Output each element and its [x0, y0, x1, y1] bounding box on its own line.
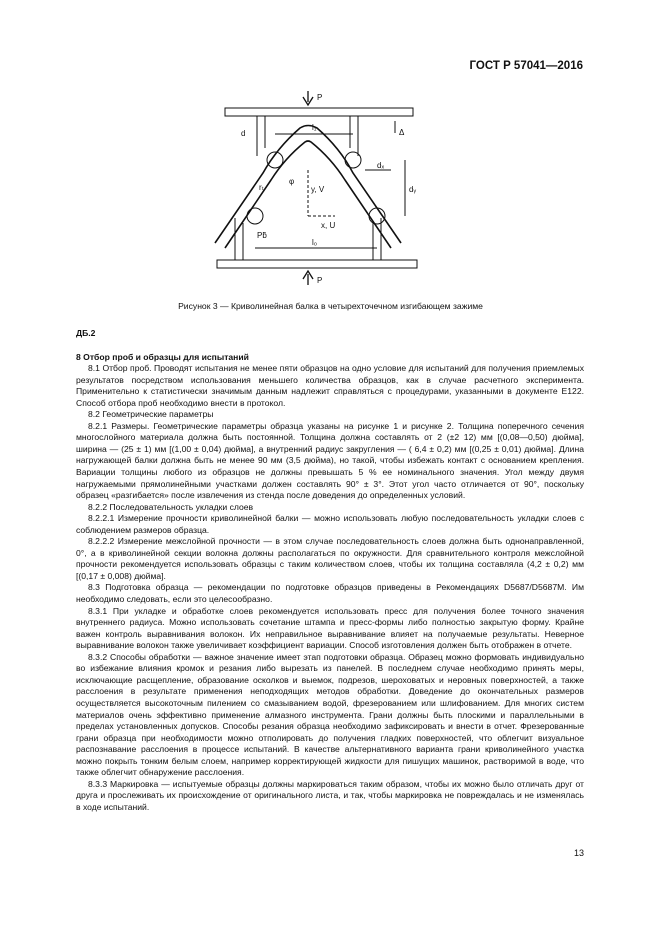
- document-header: ГОСТ Р 57041—2016: [469, 60, 583, 72]
- paragraph: 8.1 Отбор проб. Проводят испытания не менее пяти образцов на одно условие для испытаний для получения приемлемых результатов посредством использования меньшего количества образцов, как в случае расчетного эксперимента. Применительно к статистически значимым данным надлежит справляться с процедурами, указанными в документе E122. Способ отбора проб необходимо внести в протокол.: [76, 363, 584, 408]
- rt-label: rₜ: [259, 183, 265, 192]
- load-label-top: P: [317, 93, 323, 102]
- curved-beam-diagram: [205, 88, 430, 288]
- appendix-heading: ДБ.2: [76, 328, 96, 338]
- delta-label: Δ: [399, 128, 405, 137]
- figure-caption: Рисунок 3 — Криволинейная балка в четырехточечном изгибающем зажиме: [178, 301, 483, 311]
- yv-axis-label: y, V: [311, 185, 325, 194]
- paragraph: 8.2.1 Размеры. Геометрические параметры образца указаны на рисунке 1 и рисунке 2. Толщина поперечного сечения многослойного материала должна быть постоянной. Толщина должна составлять от 2 (±2 12) мм [(0,08—0,50) дюйма], ширина — (25 ± 1) мм [(1,00 ± 0,04) дюйма], а внутренний радиус закругления — ( 6,4 ± 0,2) мм [(0,25 ± 0,01) дюйма]. Длина нагружающей балки должна быть не менее 90 мм (3,5 дюйма), но такой, чтобы избежать контакт с основанием крепления. Вариации толщины любого из образцов не должны превышать 5 % ее номинального значения. Угол между двумя нагружаемыми прямолинейными участками должен составлять 90° ± 3°. Этот угол часто отличается от 90°, поскольку образец «разгибается» после извлечения из стенда после доведения до определенных условий.: [76, 420, 584, 501]
- paragraph: 8.3 Подготовка образца — рекомендации по подготовке образцов приведены в Рекомендациях D5687/D5687M. Им необходимо следовать, если это целесообразно.: [76, 582, 584, 605]
- paragraph: 8.3.3 Маркировка — испытуемые образцы должны маркироваться таким образом, чтобы их можно было отличать друг от друга и прослеживать их происхождение от оригинального листа, и так, чтобы маркировка не повреждалась и не изменялась в ходе испытаний.: [76, 778, 584, 812]
- paragraph: 8.2.2.2 Измерение межслойной прочности — в этом случае последовательность слоев должна быть однонаправленной, 0°, а в криволинейной секции волокна должны располагаться по окружности. Для сравнительного контроля межслойной прочности рекомендуется использовать образцы с таким количеством слоев, чтобы их толщина составляла (4,2 ± 0,2) мм [(0,17 ± 0,008) дюйма].: [76, 536, 584, 581]
- dx-label: dₓ: [377, 161, 385, 170]
- paragraph: 8.2 Геометрические параметры: [88, 409, 214, 420]
- phi-label: φ: [289, 177, 295, 186]
- page-number: 13: [573, 848, 584, 858]
- pb-label: Pƃ: [257, 231, 267, 240]
- dy-label: dᵧ: [409, 185, 417, 194]
- l0-label: l₀: [312, 238, 318, 247]
- xu-axis-label: x, U: [321, 221, 336, 230]
- l1-label: l₁: [312, 123, 317, 132]
- load-label-bottom: P: [317, 276, 323, 285]
- paragraph: 8.2.2.1 Измерение прочности криволинейной балки — можно использовать любую последовательность укладки слоев с соблюдением размеров образца.: [76, 513, 584, 535]
- paragraph: 8.2.2 Последовательность укладки слоев: [88, 501, 254, 512]
- d-label: d: [241, 129, 246, 138]
- paragraph: 8.3.1 При укладке и обработке слоев рекомендуется использовать пресс для получения более точного значения внутреннего радиуса. Можно использовать сочетание штампа и пресс-формы либо полностью закрытую форму. Крайне важен контроль выравнивания волокон. Их неправильное выравнивание влияет на получаемые результаты. Неверное выравнивание волокон также увеличивает коэффициент вариации. Способ изготовления должен быть отображен в отчете.: [76, 605, 584, 651]
- section-title: 8 Отбор проб и образцы для испытаний: [76, 351, 249, 362]
- paragraph: 8.3.2 Способы обработки — важное значение имеет этап подготовки образца. Образец можно формовать индивидуально во избежание влияния кромок и резания либо вырезать из панелей. В последнем случае необходимо принять меры, исключающие расщепление, образование осколков и выемок, подрезов, шероховатых и неровных поверхностей, а также расслоения в результате применения неподходящих методов обработки. Доведение до окончательных размеров осуществляется высокоточным пилением со смазыванием водой, фрезерованием или шлифованием. Для многих систем материалов очень эффективно применение алмазного инструмента. Грани должны быть плоскими и параллельными в пределах установленных допусков. Способы резания образца необходимо зафиксировать и внести в отчет. Фрезерованные грани образца при необходимости можно отполировать до получения гладких поверхностей, что облегчит визуальное распознавание расслоения в процессе испытаний. В качестве альтернативного варианта грани криволинейного участка можно покрыть тонким белым слоем, например корректирующей жидкости для пишущих машинок, растворимой в воде, что также облегчит обнаружение расслоения.: [76, 651, 584, 778]
- section-body: [76, 325, 584, 813]
